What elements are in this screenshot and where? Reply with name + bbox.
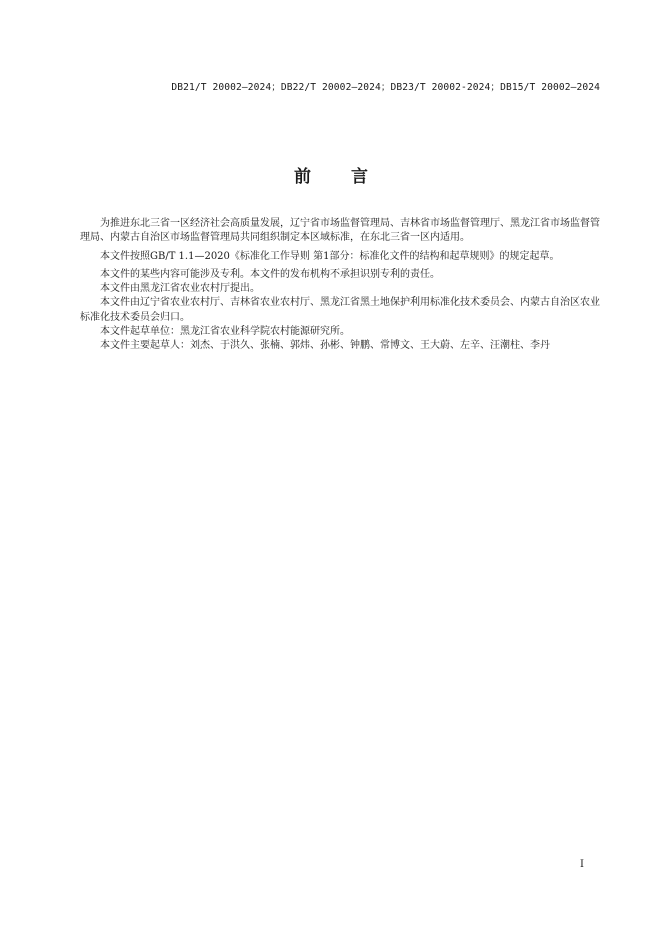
standard-code-header: DB21/T 20002—2024；DB22/T 20002—2024；DB23/T 20002-2024；DB15/T 20002—2024 <box>171 82 600 93</box>
foreword-paragraph-patent: 本文件的某些内容可能涉及专利。本文件的发布机构不承担识别专利的责任。 <box>100 268 440 280</box>
page-title: 前言 <box>294 167 408 187</box>
foreword-paragraph-proposer: 本文件由黑龙江省农业农村厅提出。 <box>100 283 260 295</box>
foreword-paragraph-drafting-rules: 本文件按照GB/T 1.1—2020《标准化工作导则 第1部分：标准化文件的结构和起草规则》的规定起草。 <box>100 250 560 262</box>
foreword-body <box>80 217 600 354</box>
page-number: I <box>580 859 584 870</box>
foreword-paragraph-drafters: 本文件主要起草人：刘杰、于洪久、张楠、郭炜、孙彬、钟鹏、常博文、王大蔚、左辛、汪潮柱、李丹 <box>100 340 550 352</box>
foreword-paragraph-centralized: 本文件由辽宁省农业农村厅、吉林省农业农村厅、黑龙江省黑土地保护利用标准化技术委员会、内蒙古自治区农业标准化技术委员会归口。 <box>80 297 600 323</box>
foreword-paragraph-drafting-unit: 本文件起草单位：黑龙江省农业科学院农村能源研究所。 <box>100 326 350 338</box>
foreword-paragraph-purpose: 为推进东北三省一区经济社会高质量发展，辽宁省市场监督管理局、吉林省市场监督管理厅、黑龙江省市场监督管理局、内蒙古自治区市场监督管理局共同组织制定本区域标准，在东北三省一区内适用。 <box>80 218 600 244</box>
